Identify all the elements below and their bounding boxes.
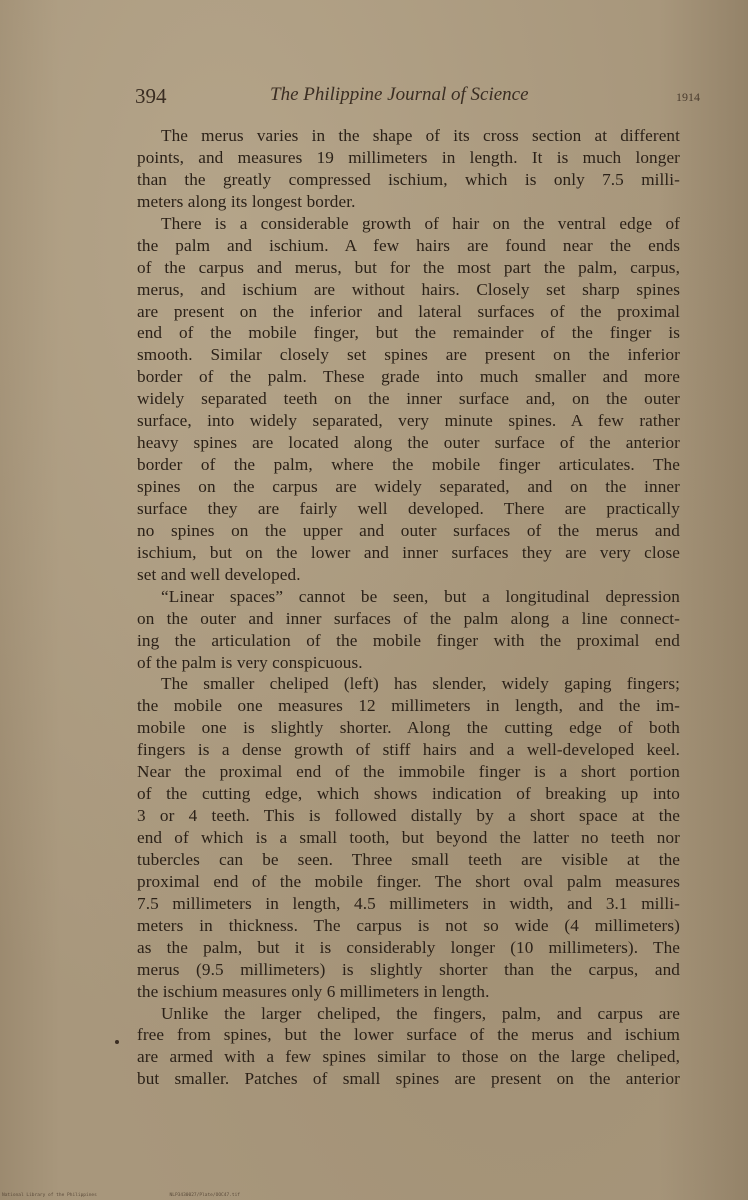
text-line: The merus varies in the shape of its cross section at different [161, 126, 680, 145]
text-line: fingers is a dense growth of stiff hairs and a well-developed keel. [137, 740, 680, 760]
text-line: border of the palm, where the mobile finger articulates. The [137, 455, 680, 475]
text-line: ischium, but on the lower and inner surfaces they are very close [137, 542, 680, 562]
text-line: There is a considerable growth of hair on the ventral edge of [161, 213, 680, 233]
text-line: widely separated teeth on the inner surface and, on the outer [137, 389, 680, 409]
text-line: spines on the carpus are widely separated, and on the inner [137, 477, 680, 496]
text-line: as the palm, but it is considerably longer (10 millimeters). The [137, 937, 680, 957]
text-line: merus, and ischium are without hairs. Closely set sharp spines [137, 279, 680, 299]
text-line: 3 or 4 teeth. This is followed distally by a short space at the [137, 806, 680, 826]
text-line: “Linear spaces” cannot be seen, but a longitudinal depression [161, 586, 680, 606]
text-line: free from spines, but the lower surface of the merus and ischium [137, 1025, 680, 1045]
journal-title: The Philippine Journal of Science [270, 84, 529, 105]
text-line: are armed with a few spines similar to those on the large cheliped, [137, 1047, 680, 1067]
text-line: mobile one is slightly shorter. Along the cutting edge of both [137, 718, 680, 738]
text-line: ing the articulation of the mobile finger with the proximal end [137, 630, 680, 650]
text-line: set and well developed. [137, 564, 301, 584]
body-text [137, 125, 680, 1090]
text-line: merus (9.5 millimeters) is slightly shorter than the carpus, and [137, 959, 680, 979]
text-line: but smaller. Patches of small spines are present on the anterior [137, 1069, 680, 1089]
page-number: 394 [135, 84, 167, 108]
text-line: of the carpus and merus, but for the most part the palm, carpus, [137, 257, 680, 277]
text-line: are present on the inferior and lateral surfaces of the proximal [137, 301, 680, 321]
text-line: the palm and ischium. A few hairs are found near the ends [137, 235, 680, 255]
text-line: points, and measures 19 millimeters in length. It is much longer [137, 147, 680, 167]
text-line: surface they are fairly well developed. There are practically [137, 498, 680, 518]
text-line: of the palm is very conspicuous. [137, 652, 363, 672]
text-line: the ischium measures only 6 millimeters in length. [137, 981, 490, 1001]
journal-year: 1914 [676, 90, 700, 104]
footer-library: National Library of the Philippines [2, 1193, 97, 1198]
text-line: the mobile one measures 12 millimeters in length, and the im- [137, 696, 680, 716]
text-line: proximal end of the mobile finger. The short oval palm measures [137, 871, 680, 891]
text-line: 7.5 millimeters in length, 4.5 millimeters in width, and 3.1 milli- [137, 893, 680, 913]
text-line: meters in thickness. The carpus is not so wide (4 millimeters) [137, 915, 680, 935]
text-line: of the cutting edge, which shows indication of breaking up into [137, 784, 680, 804]
footer-file-id: NLP3430027/Plate/OOC47.tif [169, 1193, 240, 1198]
page-header [135, 84, 710, 112]
text-line: tubercles can be seen. Three small teeth are visible at the [137, 849, 680, 869]
text-line: The smaller cheliped (left) has slender, widely gaping fingers; [161, 674, 680, 694]
text-line: meters along its longest border. [137, 191, 356, 211]
text-line: no spines on the upper and outer surfaces of the merus and [137, 520, 680, 540]
scan-footer [2, 1193, 310, 1198]
text-line: on the outer and inner surfaces of the palm along a line connect- [137, 608, 680, 628]
text-line: end of which is a small tooth, but beyond the latter no teeth nor [137, 828, 680, 847]
text-line: Unlike the larger cheliped, the fingers, palm, and carpus are [161, 1003, 680, 1023]
text-line: surface, into widely separated, very minute spines. A few rather [137, 411, 680, 431]
text-line: heavy spines are located along the outer surface of the anterior [137, 433, 680, 453]
text-line: end of the mobile finger, but the remainder of the finger is [137, 323, 680, 343]
ink-speck [115, 1040, 119, 1044]
text-line: than the greatly compressed ischium, which is only 7.5 milli- [137, 169, 680, 189]
text-line: Near the proximal end of the immobile finger is a short portion [137, 762, 680, 782]
text-line: smooth. Similar closely set spines are present on the inferior [137, 345, 680, 365]
text-line: border of the palm. These grade into much smaller and more [137, 367, 680, 387]
